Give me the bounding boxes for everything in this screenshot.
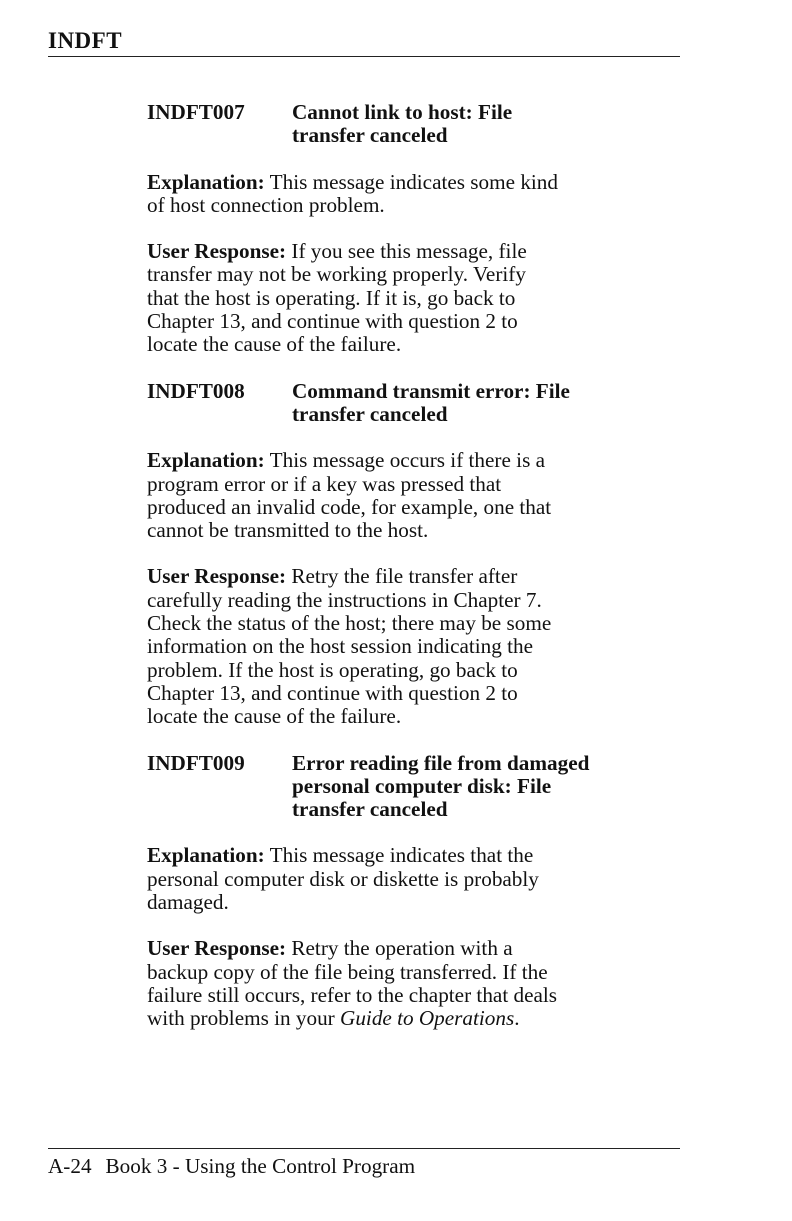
text-line: damaged.: [147, 890, 229, 915]
text-line: backup copy of the file being transferred. If the: [147, 959, 548, 984]
text-line: Retry the file transfer after: [291, 564, 518, 589]
text-line: produced an invalid code, for example, one that: [147, 494, 552, 519]
message-title-line: Command transmit error: File: [292, 378, 570, 403]
explanation-paragraph: [147, 844, 687, 914]
text-line: locate the cause of the failure.: [147, 332, 402, 357]
message-entry-indft009: [147, 752, 687, 1031]
text-line: failure still occurs, refer to the chapter that deals: [147, 982, 558, 1007]
text-line: information on the host session indicating the: [147, 634, 534, 659]
text-line: If you see this message, file: [291, 239, 527, 264]
explanation-label: Explanation:: [147, 843, 265, 868]
message-title: [292, 380, 687, 427]
message-title-line: personal computer disk: File: [292, 773, 552, 798]
text-line: that the host is operating. If it is, go back to: [147, 285, 516, 310]
message-title-line: transfer canceled: [292, 797, 448, 822]
text-line: Check the status of the host; there may be some: [147, 611, 552, 636]
message-heading: [147, 101, 687, 148]
message-title: [292, 101, 687, 148]
page-footer: [48, 1148, 680, 1178]
user-response-label: User Response:: [147, 936, 287, 961]
message-title-line: transfer canceled: [292, 123, 448, 148]
text-line: Chapter 13, and continue with question 2 to: [147, 680, 518, 705]
message-code: INDFT009: [147, 750, 245, 775]
text-line: personal computer disk or diskette is probably: [147, 866, 539, 891]
text-line: [147, 1007, 687, 1030]
user-response-paragraph: [147, 937, 687, 1030]
header-title: INDFT: [48, 28, 123, 53]
message-heading: [147, 752, 687, 822]
explanation-label: Explanation:: [147, 169, 265, 194]
text-line: cannot be transmitted to the host.: [147, 518, 429, 543]
guide-title-italic: Guide to Operations: [340, 1006, 515, 1031]
user-response-paragraph: [147, 240, 687, 356]
text-fragment: .: [514, 1006, 520, 1031]
page-number: A-24: [48, 1154, 92, 1178]
message-heading: [147, 380, 687, 427]
text-line: This message indicates that the: [269, 843, 534, 868]
text-line: Chapter 13, and continue with question 2 to: [147, 309, 518, 334]
page-header: [48, 28, 680, 57]
explanation-paragraph: [147, 171, 687, 218]
message-title: [292, 752, 687, 822]
text-line: This message occurs if there is a: [269, 448, 546, 473]
explanation-paragraph: [147, 449, 687, 542]
text-line: problem. If the host is operating, go back to: [147, 657, 518, 682]
explanation-label: Explanation:: [147, 448, 265, 473]
message-entry-indft007: [147, 101, 687, 357]
user-response-label: User Response:: [147, 564, 287, 589]
message-code: INDFT008: [147, 378, 245, 403]
text-line: This message indicates some kind: [269, 169, 558, 194]
message-title-line: Cannot link to host: File: [292, 100, 513, 124]
text-line: carefully reading the instructions in Chapter 7.: [147, 587, 542, 612]
text-line: locate the cause of the failure.: [147, 704, 402, 729]
book-title: Book 3 - Using the Control Program: [105, 1154, 416, 1178]
text-line: program error or if a key was pressed that: [147, 471, 502, 496]
message-entry-indft008: [147, 380, 687, 729]
message-list: [147, 101, 687, 1054]
text-line: Retry the operation with a: [291, 936, 513, 961]
message-title-line: Error reading file from damaged: [292, 750, 590, 775]
text-fragment: with problems in your: [147, 1006, 341, 1031]
text-line: transfer may not be working properly. Verify: [147, 262, 526, 287]
user-response-paragraph: [147, 565, 687, 728]
user-response-label: User Response:: [147, 239, 287, 264]
message-code: INDFT007: [147, 100, 245, 124]
text-line: of host connection problem.: [147, 192, 385, 217]
message-title-line: transfer canceled: [292, 401, 448, 426]
